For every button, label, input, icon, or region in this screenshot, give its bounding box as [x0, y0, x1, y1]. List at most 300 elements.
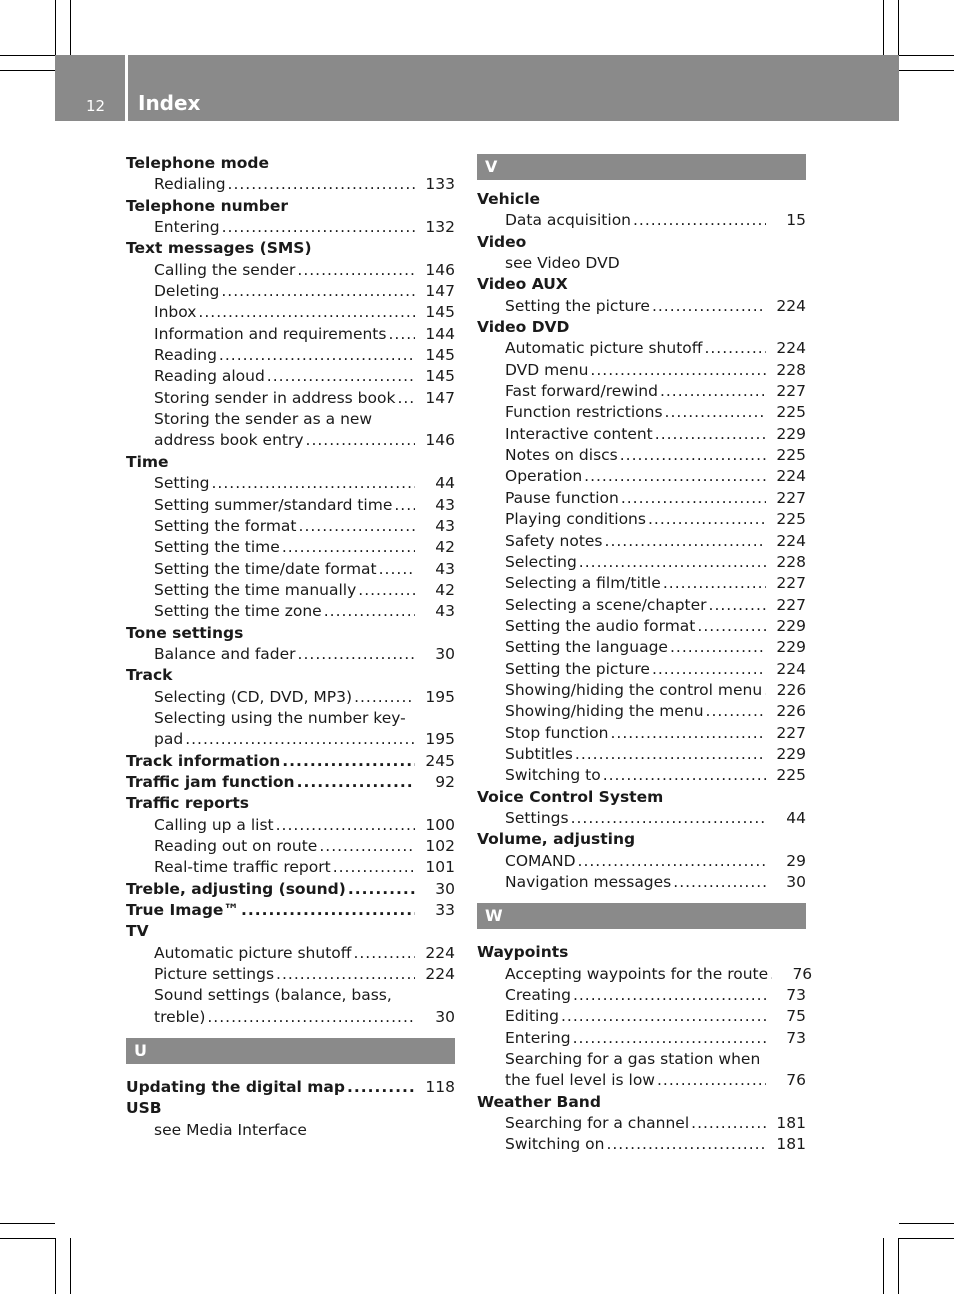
page-reference: 245	[425, 751, 455, 770]
page-reference: 224	[425, 965, 455, 984]
index-subentry	[126, 559, 455, 580]
entry-label: Track information	[126, 751, 281, 770]
page-reference: 30	[435, 879, 455, 898]
index-subentry	[126, 644, 455, 665]
leader-dots	[588, 360, 766, 381]
index-subentry	[126, 601, 455, 622]
entry-label: Stop function	[505, 723, 609, 742]
page-reference: 100	[425, 815, 455, 834]
entry-label: Setting the format	[154, 516, 297, 535]
index-subentry	[477, 210, 806, 231]
leader-dots	[689, 1113, 766, 1134]
entry-label: Data acquisition	[505, 211, 631, 230]
index-subentry	[477, 573, 806, 594]
index-heading: Video AUX	[477, 275, 568, 294]
leader-dots	[658, 381, 766, 402]
index-subentry	[126, 836, 455, 857]
entry-label: Switching to	[505, 766, 601, 785]
entry-label: Calling the sender	[154, 260, 296, 279]
crop-mark	[883, 1238, 884, 1294]
leader-dots	[695, 616, 766, 637]
leader-dots	[265, 366, 415, 387]
index-subentry	[126, 943, 455, 964]
page-reference: 145	[425, 346, 455, 365]
leader-dots	[668, 637, 766, 658]
entry-label: Setting the time	[154, 538, 280, 557]
entry-label: Reading aloud	[154, 367, 265, 386]
crop-mark	[899, 1238, 954, 1239]
entry-label: DVD menu	[505, 360, 589, 379]
entry-label: Balance and fader	[154, 644, 296, 663]
leader-dots	[576, 851, 766, 872]
page-reference: 147	[425, 388, 455, 407]
entry-label: Setting the picture	[505, 659, 650, 678]
entry-label: Interactive content	[505, 424, 653, 443]
entry-label: Playing conditions	[505, 510, 646, 529]
crop-mark	[0, 70, 55, 71]
index-subentry	[126, 302, 455, 323]
page-reference: 224	[776, 467, 806, 486]
entry-label: Automatic picture shutoff	[505, 339, 703, 358]
index-subentry	[477, 296, 806, 317]
entry-label: Reading out on route	[154, 837, 318, 855]
index-subentry	[126, 580, 455, 601]
entry-label: Picture settings	[154, 965, 275, 984]
index-heading-entry	[126, 879, 455, 900]
entry-label: Navigation messages	[505, 873, 672, 891]
entry-label: the fuel level is low	[505, 1071, 655, 1090]
page-reference: 227	[776, 382, 806, 401]
crop-mark	[0, 1238, 55, 1239]
page-reference: 229	[776, 638, 806, 657]
entry-label: Setting	[154, 474, 210, 493]
leader-dots	[386, 324, 415, 345]
index-subentry	[477, 723, 806, 744]
index-heading: Traffic reports	[126, 794, 250, 813]
page-reference: 225	[776, 403, 806, 422]
leader-dots	[577, 552, 766, 573]
index-subentry-text: see Video DVD	[505, 254, 620, 273]
page-reference: 227	[776, 574, 806, 593]
page-reference: 228	[776, 552, 806, 571]
index-subentry	[477, 1134, 806, 1155]
index-subentry	[477, 744, 806, 765]
entry-label: Pause function	[505, 488, 619, 507]
leader-dots	[704, 701, 766, 722]
entry-label: Setting summer/standard time	[154, 495, 393, 514]
leader-dots	[274, 964, 415, 985]
crop-mark	[0, 55, 55, 56]
index-subentry	[477, 360, 806, 381]
index-subentry	[477, 964, 813, 985]
page-reference: 146	[425, 260, 455, 279]
entry-label: Editing	[505, 1007, 559, 1026]
crop-mark	[899, 1223, 954, 1224]
index-heading: Telephone number	[126, 196, 289, 215]
entry-label: Setting the picture	[505, 296, 650, 315]
page-reference: 15	[786, 211, 806, 230]
leader-dots	[650, 659, 766, 680]
index-subentry	[477, 637, 806, 658]
leader-dots	[331, 857, 415, 878]
leader-dots	[707, 595, 766, 616]
index-subentry	[126, 366, 455, 387]
page-reference: 42	[435, 580, 455, 599]
leader-dots	[631, 210, 766, 231]
entry-label: pad	[154, 730, 184, 749]
crop-mark	[55, 1238, 56, 1294]
leader-dots	[646, 509, 766, 530]
leader-dots	[392, 495, 415, 516]
page-reference: 145	[425, 367, 455, 386]
crop-mark	[898, 0, 899, 55]
entry-label: Fast forward/rewind	[505, 382, 658, 401]
index-subentry	[126, 495, 455, 516]
index-heading: Track	[126, 666, 173, 685]
index-subentry	[477, 808, 806, 829]
page-reference: 132	[425, 218, 455, 237]
leader-dots	[183, 729, 415, 750]
leader-dots	[239, 900, 415, 921]
index-heading: Weather Band	[477, 1092, 601, 1111]
index-subentry	[126, 217, 455, 238]
page-reference: 224	[776, 531, 806, 550]
index-subentry	[477, 765, 806, 786]
page-reference: 73	[786, 986, 806, 1005]
index-subentry-text: Storing the sender as a new	[154, 410, 373, 429]
index-subentry	[477, 595, 806, 616]
crop-mark	[883, 0, 884, 55]
leader-dots	[608, 723, 766, 744]
entry-label: Showing/hiding the control menu	[505, 680, 763, 699]
index-subentry	[477, 1070, 806, 1091]
leader-dots	[395, 388, 415, 409]
index-subentry-text: Sound settings (balance, bass,	[154, 986, 392, 1005]
page-reference: 133	[425, 175, 455, 194]
page-reference: 224	[776, 659, 806, 678]
index-subentry	[477, 466, 806, 487]
index-subentry	[477, 680, 806, 701]
leader-dots	[571, 985, 766, 1006]
page-reference: 181	[776, 1114, 806, 1133]
leader-dots	[295, 772, 415, 793]
page-reference: 76	[786, 1071, 806, 1090]
leader-dots	[671, 872, 766, 893]
crop-mark	[899, 55, 954, 56]
leader-dots	[582, 466, 766, 487]
index-subentry	[477, 701, 806, 722]
page-reference: 73	[786, 1028, 806, 1047]
index-subentry	[126, 687, 455, 708]
entry-label: Treble, adjusting (sound)	[126, 879, 346, 898]
index-heading: Tone settings	[126, 623, 244, 642]
page-reference: 145	[425, 303, 455, 322]
index-subentry	[126, 473, 455, 494]
index-subentry	[477, 402, 806, 423]
index-subentry	[477, 1006, 806, 1027]
entry-label: Traffic jam function	[126, 772, 295, 791]
entry-label: Calling up a list	[154, 815, 274, 834]
index-subentry	[126, 964, 455, 985]
index-column-right	[477, 153, 813, 1156]
section-letter: U	[126, 1038, 455, 1064]
page-reference: 225	[776, 766, 806, 785]
index-subentry	[477, 445, 806, 466]
leader-dots	[356, 580, 415, 601]
entry-label: Notes on discs	[505, 446, 618, 465]
entry-label: Selecting a film/title	[505, 574, 661, 593]
entry-label: treble)	[154, 1007, 206, 1026]
page-reference: 226	[776, 702, 806, 721]
entry-label: Setting the language	[505, 638, 668, 657]
leader-dots	[601, 765, 766, 786]
entry-label: Setting the time zone	[154, 602, 322, 621]
page-header	[55, 55, 899, 121]
leader-dots	[569, 808, 766, 829]
leader-dots	[220, 217, 415, 238]
leader-dots	[322, 601, 415, 622]
index-subentry	[126, 345, 455, 366]
leader-dots	[559, 1006, 766, 1027]
entry-label: Setting the audio format	[505, 616, 696, 635]
page-title: Index	[138, 91, 201, 115]
page-reference: 227	[776, 595, 806, 614]
page-reference: 92	[435, 772, 455, 791]
page-reference: 147	[425, 282, 455, 301]
index-subentry	[477, 872, 806, 893]
page-reference: 225	[776, 510, 806, 529]
page-reference: 30	[786, 873, 806, 891]
index-subentry	[126, 1007, 455, 1028]
index-column-left	[126, 153, 455, 1141]
page-reference: 229	[776, 424, 806, 443]
page-reference: 44	[435, 474, 455, 493]
leader-dots	[573, 744, 766, 765]
entry-label: Operation	[505, 467, 583, 486]
leader-dots	[274, 815, 415, 836]
index-subentry	[477, 381, 806, 402]
entry-label: Deleting	[154, 282, 220, 301]
page-reference: 227	[776, 488, 806, 507]
index-heading-entry	[126, 751, 455, 772]
index-heading: TV	[126, 922, 149, 941]
page-reference: 181	[776, 1135, 806, 1154]
entry-label: Reading	[154, 346, 217, 365]
page-reference: 30	[435, 644, 455, 663]
entry-label: Function restrictions	[505, 403, 663, 422]
index-subentry	[126, 430, 455, 451]
index-subentry	[126, 729, 455, 750]
crop-mark	[70, 0, 71, 55]
entry-label: Searching for a channel	[505, 1114, 690, 1133]
section-letter: V	[477, 154, 806, 180]
index-subentry	[126, 281, 455, 302]
index-subentry	[126, 324, 455, 345]
index-subentry	[477, 1113, 806, 1134]
index-subentry	[126, 857, 455, 878]
leader-dots	[702, 338, 766, 359]
entry-label: True Image™	[126, 901, 239, 920]
leader-dots	[226, 174, 415, 195]
leader-dots	[217, 345, 415, 366]
index-subentry	[126, 815, 455, 836]
index-heading-entry	[126, 1077, 455, 1098]
leader-dots	[304, 430, 415, 451]
page-reference: 43	[435, 602, 455, 621]
entry-label: Redialing	[154, 175, 226, 194]
leader-dots	[219, 281, 415, 302]
index-heading: Time	[126, 452, 169, 471]
index-heading: Volume, adjusting	[477, 830, 636, 849]
page-reference: 101	[425, 858, 455, 877]
index-subentry	[477, 488, 806, 509]
index-subentry-text: Searching for a gas station when	[505, 1050, 761, 1069]
entry-label: Entering	[154, 218, 220, 237]
section-letter: W	[477, 903, 806, 929]
index-subentry	[477, 552, 806, 573]
leader-dots	[352, 687, 415, 708]
leader-dots	[619, 488, 766, 509]
leader-dots	[377, 559, 415, 580]
page-reference: 195	[425, 730, 455, 749]
index-subentry	[477, 531, 806, 552]
leader-dots	[345, 1077, 415, 1098]
entry-label: Switching on	[505, 1135, 605, 1154]
entry-label: Inbox	[154, 303, 197, 322]
entry-label: Setting the time manually	[154, 580, 357, 599]
index-heading-entry	[126, 900, 455, 921]
leader-dots	[653, 424, 766, 445]
entry-label: Storing sender in address book	[154, 388, 396, 407]
leader-dots	[297, 516, 415, 537]
page-reference: 146	[425, 431, 455, 450]
index-subentry	[477, 616, 806, 637]
leader-dots	[196, 302, 415, 323]
crop-mark	[70, 1238, 71, 1294]
leader-dots	[205, 1007, 415, 1028]
index-heading-entry	[126, 772, 455, 793]
page-reference: 225	[776, 446, 806, 465]
index-subentry	[126, 260, 455, 281]
leader-dots	[650, 296, 766, 317]
leader-dots	[317, 836, 415, 857]
leader-dots	[280, 751, 415, 772]
entry-label: Information and requirements	[154, 324, 387, 343]
leader-dots	[604, 1134, 766, 1155]
entry-label: Safety notes	[505, 531, 603, 550]
index-heading: Telephone mode	[126, 154, 269, 172]
index-subentry	[126, 174, 455, 195]
index-heading: Vehicle	[477, 190, 541, 208]
crop-mark	[55, 0, 56, 55]
page-reference: 43	[435, 495, 455, 514]
leader-dots	[661, 573, 766, 594]
entry-label: Showing/hiding the menu	[505, 702, 704, 721]
index-heading: Voice Control System	[477, 787, 664, 806]
entry-label: Settings	[505, 808, 569, 827]
page-reference: 75	[786, 1007, 806, 1026]
page-reference: 44	[786, 808, 806, 827]
page-reference: 229	[776, 616, 806, 635]
page-reference: 43	[435, 516, 455, 535]
leader-dots	[603, 531, 766, 552]
page-number: 12	[86, 97, 106, 115]
entry-label: address book entry	[154, 431, 304, 450]
entry-label: Updating the digital map	[126, 1078, 345, 1097]
entry-label: Creating	[505, 986, 571, 1005]
page-reference: 229	[776, 744, 806, 763]
index-heading: Video DVD	[477, 318, 570, 337]
entry-label: Accepting waypoints for the route	[505, 964, 769, 983]
page-reference: 226	[776, 680, 807, 699]
crop-mark	[0, 1223, 55, 1224]
index-subentry-text: Selecting using the number key-	[154, 708, 406, 727]
index-subentry	[477, 338, 806, 359]
entry-label: COMAND	[505, 851, 576, 870]
page-reference: 33	[435, 901, 455, 920]
leader-dots	[295, 260, 415, 281]
page-reference: 102	[425, 837, 455, 855]
entry-label: Real-time traffic report	[154, 858, 331, 877]
index-heading: USB	[126, 1099, 162, 1118]
index-subentry-text: see Media Interface	[154, 1120, 307, 1139]
page-reference: 118	[425, 1078, 455, 1097]
leader-dots	[618, 445, 766, 466]
index-subentry	[477, 985, 806, 1006]
leader-dots	[346, 879, 415, 900]
entry-label: Selecting a scene/chapter	[505, 595, 707, 614]
entry-label: Setting the time/date format	[154, 559, 377, 578]
index-subentry	[477, 1028, 806, 1049]
index-subentry	[126, 516, 455, 537]
crop-mark	[899, 70, 954, 71]
header-divider	[125, 55, 128, 121]
leader-dots	[210, 473, 416, 494]
page-reference: 43	[435, 559, 455, 578]
page-reference: 224	[776, 339, 806, 358]
page-reference: 224	[776, 296, 806, 315]
page-reference: 30	[435, 1007, 455, 1026]
index-subentry	[477, 659, 806, 680]
entry-label: Selecting (CD, DVD, MP3)	[154, 687, 353, 706]
leader-dots	[296, 644, 415, 665]
page-reference: 195	[425, 687, 455, 706]
leader-dots	[655, 1070, 766, 1091]
leader-dots	[351, 943, 415, 964]
leader-dots	[280, 537, 415, 558]
page-reference: 228	[776, 360, 806, 379]
index-heading: Waypoints	[477, 943, 569, 962]
crop-mark	[898, 1238, 899, 1294]
page-reference: 224	[425, 943, 455, 962]
leader-dots	[571, 1028, 766, 1049]
entry-label: Automatic picture shutoff	[154, 943, 352, 962]
index-subentry	[477, 424, 806, 445]
index-heading: Video	[477, 232, 527, 251]
entry-label: Subtitles	[505, 744, 573, 763]
page-reference: 76	[792, 964, 813, 983]
page-reference: 227	[776, 723, 806, 742]
page-reference: 144	[425, 324, 455, 343]
index-subentry	[477, 851, 806, 872]
entry-label: Entering	[505, 1028, 571, 1047]
index-subentry	[126, 388, 455, 409]
page-reference: 29	[786, 851, 806, 870]
leader-dots	[663, 402, 766, 423]
index-heading: Text messages (SMS)	[126, 239, 312, 258]
entry-label: Selecting	[505, 552, 577, 571]
page-reference: 42	[435, 538, 455, 557]
